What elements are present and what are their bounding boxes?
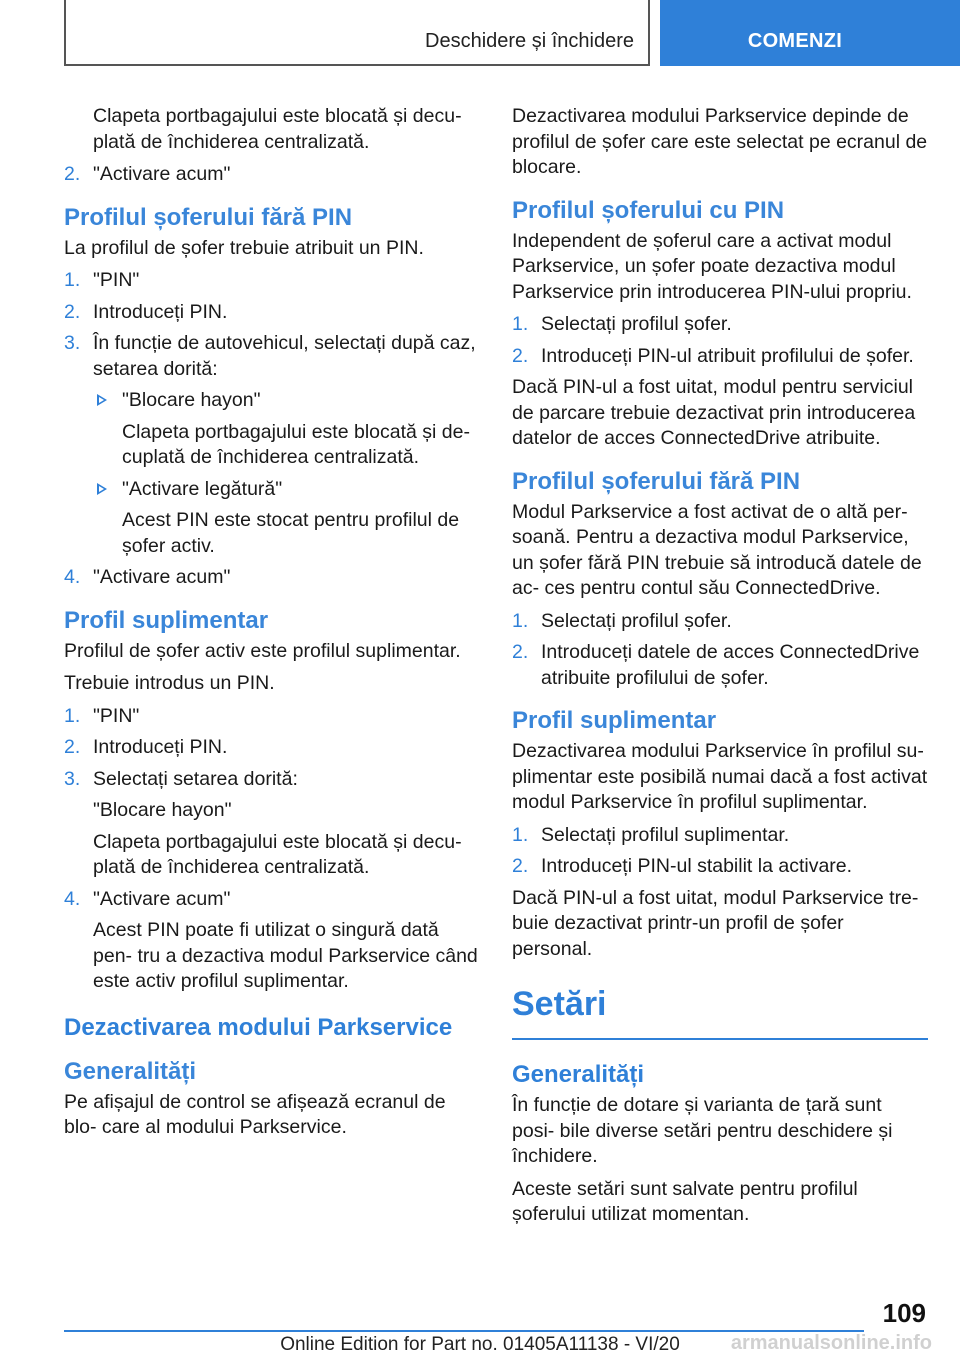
heading-driver-without-pin: Profilul șoferului fără PIN	[512, 467, 801, 495]
watermark: armanualsonline.info	[730, 1332, 932, 1354]
triangle-bullet-icon	[97, 483, 107, 495]
list-subtext: "Blocare hayon"	[93, 799, 232, 821]
list-text: "Activare acum"	[93, 566, 231, 588]
list-text: Introduceți PIN.	[93, 300, 228, 323]
list-text: Introduceți PIN-ul stabilit la activare.	[541, 855, 853, 877]
sub-item-description: Clapeta portbagajului este blocată și de- cuplată de închiderea centralizată.	[122, 420, 470, 468]
list-item	[64, 300, 478, 326]
list-subtext: Acest PIN poate fi utilizat o singură dată pen- tru a dezactiva modul Parkservice când este activ profilul suplimentar.	[93, 919, 478, 992]
heading-deactivate-parkservice: Dezactivarea modului Parkservice	[64, 1013, 453, 1041]
list-item	[512, 609, 928, 635]
sub-item-label: "Blocare hayon"	[122, 389, 261, 411]
page-number: 109	[882, 1298, 926, 1328]
list-item	[64, 767, 478, 881]
list-text: Introduceți datele de acces ConnectedDrive atribuite profilului de șofer.	[541, 641, 920, 689]
paragraph: Trebuie introdus un PIN.	[64, 672, 275, 694]
header-category-label: COMENZI	[747, 30, 843, 52]
list-item	[512, 854, 928, 880]
paragraph: La profilul de șofer trebuie atribuit un PIN.	[64, 236, 424, 259]
section-divider	[512, 1038, 928, 1040]
list-item	[64, 162, 478, 188]
list-number: 2.	[512, 641, 529, 663]
list-text: Selectați profilul suplimentar.	[541, 823, 790, 846]
list-text: În funcție de autovehicul, selectați după caz, setarea dorită:	[93, 332, 476, 380]
list-number: 1.	[64, 269, 81, 291]
list-number: 3.	[64, 332, 81, 354]
heading-additional-profile: Profil suplimentar	[512, 707, 717, 734]
list-text: "Activare acum"	[93, 887, 231, 910]
heading-driver-with-pin: Profilul șoferului cu PIN	[512, 196, 785, 224]
paragraph: Dezactivarea modului Parkservice în profilul su- plimentar este posibilă numai dacă a fost activat modul Parkservice în profilul suplimentar.	[512, 740, 928, 813]
heading-additional-profile: Profil suplimentar	[64, 606, 269, 634]
heading-general: Generalități	[64, 1057, 197, 1085]
list-item	[64, 704, 478, 730]
list-item	[512, 640, 928, 691]
list-item	[64, 565, 478, 591]
intro-paragraph: Dezactivarea modului Parkservice depinde de profilul de șofer care este selectat pe ecranul de blocare.	[512, 105, 928, 178]
list-text: Introduceți PIN-ul atribuit profilului de șofer.	[541, 344, 914, 367]
list-number: 1.	[512, 823, 529, 846]
paragraph: În funcție de dotare și varianta de țară sunt posi- bile diverse setări pentru deschidere și închidere.	[512, 1094, 893, 1167]
heading-general: Generalități	[512, 1061, 645, 1088]
list-subtext: Clapeta portbagajului este blocată și decu- plată de închiderea centralizată.	[93, 830, 462, 878]
list-number: 2.	[64, 736, 81, 758]
list-number: 4.	[64, 566, 81, 588]
list-text: Introduceți PIN.	[93, 736, 228, 758]
list-number: 2.	[512, 344, 529, 367]
list-number: 4.	[64, 887, 81, 910]
left-column	[64, 104, 478, 1148]
list-number: 2.	[512, 855, 529, 877]
list-number: 2.	[64, 163, 81, 185]
list-item	[512, 312, 928, 338]
header-section-title: Deschidere și închidere	[425, 30, 634, 52]
list-text: Selectați profilul șofer.	[541, 313, 732, 335]
list-text: "Activare acum"	[93, 163, 231, 185]
paragraph: Modul Parkservice a fost activat de o altă per- soană. Pentru a dezactiva modul Parkservice, un șofer fără PIN trebuie să introducă datele de ac- ces pentru contul său ConnectedDrive.	[512, 500, 922, 599]
heading-driver-without-pin: Profilul șoferului fără PIN	[64, 203, 353, 231]
list-item	[512, 344, 928, 370]
list-text: "PIN"	[93, 269, 140, 291]
list-item	[64, 887, 478, 995]
paragraph: Aceste setări sunt salvate pentru profilul șoferului utilizat momentan.	[512, 1177, 858, 1225]
sub-list-item	[93, 477, 478, 560]
paragraph: Dacă PIN-ul a fost uitat, modul pentru serviciul de parcare trebuie dezactivat prin introducerea datelor de acces ConnectedDrive atribuite.	[512, 376, 916, 449]
list-number: 2.	[64, 300, 81, 323]
paragraph: Independent de șoferul care a activat modul Parkservice, un șofer poate dezactiva modul Parkservice prin introducerea PIN-ului propriu.	[512, 229, 912, 303]
list-text: Selectați setarea dorită:	[93, 767, 298, 790]
list-item	[64, 735, 478, 761]
list-number: 1.	[512, 313, 529, 335]
list-number: 1.	[512, 609, 529, 632]
header-category-tab	[660, 0, 960, 66]
list-item	[64, 331, 478, 559]
heading-settings: Setări	[512, 985, 607, 1023]
list-text: Selectați profilul șofer.	[541, 609, 732, 632]
sub-item-label: "Activare legătură"	[122, 477, 283, 500]
sub-item-description: Acest PIN este stocat pentru profilul de șofer activ.	[122, 509, 460, 557]
paragraph: Profilul de șofer activ este profilul suplimentar.	[64, 639, 461, 662]
right-column	[512, 104, 928, 1235]
triangle-bullet-icon	[97, 394, 107, 406]
list-text: "PIN"	[93, 704, 140, 727]
footer-edition: Online Edition for Part no. 01405A11138 - VI/20	[280, 1334, 680, 1355]
paragraph: Dacă PIN-ul a fost uitat, modul Parkservice tre- buie dezactivat printr-un profil de șofer personal.	[512, 886, 919, 960]
list-number: 3.	[64, 767, 81, 790]
paragraph: Pe afișajul de control se afișează ecranul de blo- care al modului Parkservice.	[64, 1090, 446, 1138]
header-section-box	[64, 0, 650, 66]
sub-list-item	[93, 388, 478, 471]
list-item	[64, 268, 478, 294]
list-number: 1.	[64, 704, 81, 727]
list-item	[512, 823, 928, 849]
intro-paragraph: Clapeta portbagajului este blocată și decu- plată de închiderea centralizată.	[93, 105, 462, 153]
